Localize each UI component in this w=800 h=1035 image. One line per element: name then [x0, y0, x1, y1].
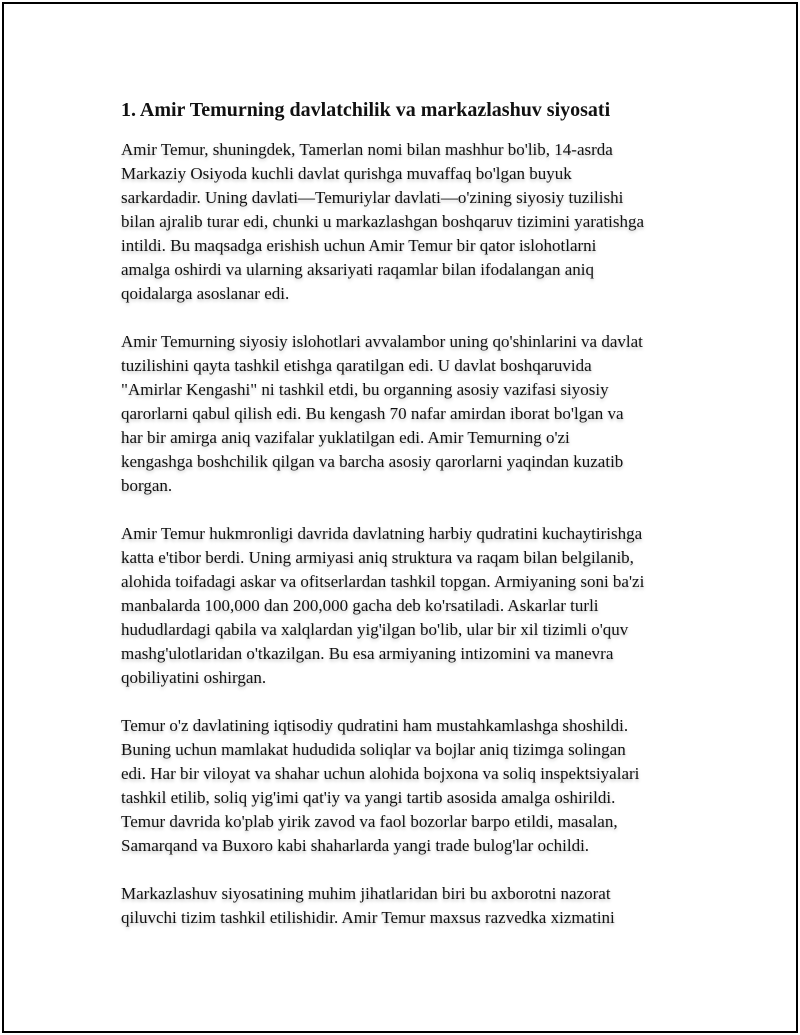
text-line: Buning uchun mamlakat hududida soliqlar va bojlar aniq tizimga solingan	[121, 740, 626, 759]
section-heading: 1. Amir Temurning davlatchilik va markazlashuv siyosati	[121, 99, 611, 121]
text-line: Amir Temurning siyosiy islohotlari avvalambor uning qo'shinlarini va davlat	[121, 332, 643, 351]
text-line: edi. Har bir viloyat va shahar uchun alohida bojxona va soliq inspektsiyalari	[121, 764, 640, 783]
text-line: qoidalarga asoslanar edi.	[121, 284, 290, 303]
text-line: Markaziy Osiyoda kuchli davlat qurishga muvaffaq bo'lgan buyuk	[121, 164, 572, 183]
text-line: hududlardagi qabila va xalqlardan yig'ilgan bo'lib, ular bir xil tizimli o'quv	[121, 620, 629, 639]
text-line: Markazlashuv siyosatining muhim jihatlaridan biri bu axborotni nazorat	[121, 884, 611, 903]
text-line: borgan.	[121, 476, 173, 495]
text-line: intildi. Bu maqsadga erishish uchun Amir Temur bir qator islohotlarni	[121, 236, 597, 255]
text-line: tuzilishini qayta tashkil etishga qaratilgan edi. U davlat boshqaruvida	[121, 356, 592, 375]
text-line: qiluvchi tizim tashkil etilishidir. Amir Temur maxsus razvedka xizmatini	[121, 908, 615, 927]
document-body	[121, 98, 721, 954]
text-line: Temur o'z davlatining iqtisodiy qudratini ham mustahkamlashga shoshildi.	[121, 716, 629, 735]
text-line: qarorlarni qabul qilish edi. Bu kengash 70 nafar amirdan iborat bo'lgan va	[121, 404, 624, 423]
text-line: mashg'ulotlaridan o'tkazilgan. Bu esa armiyaning intizomini va manevra	[121, 644, 614, 663]
text-line: amalga oshirdi va ularning aksariyati raqamlar bilan ifodalangan aniq	[121, 260, 594, 279]
text-line: alohida toifadagi askar va ofitserlardan tashkil topgan. Armiyaning soni ba'zi	[121, 572, 645, 591]
text-line: "Amirlar Kengashi" ni tashkil etdi, bu organning asosiy vazifasi siyosiy	[121, 380, 609, 399]
text-line: Temur davrida ko'plab yirik zavod va faol bozorlar barpo etildi, masalan,	[121, 812, 618, 831]
text-line: manbalarda 100,000 dan 200,000 gacha deb ko'rsatiladi. Askarlar turli	[121, 596, 599, 615]
text-line: Amir Temur hukmronligi davrida davlatning harbiy qudratini kuchaytirishga	[121, 524, 643, 543]
text-line: tashkil etilib, soliq yig'imi qat'iy va yangi tartib asosida amalga oshirildi.	[121, 788, 616, 807]
paragraph-3	[121, 522, 721, 690]
paragraph-4	[121, 714, 721, 858]
text-line: sarkardadir. Uning davlati—Temuriylar davlati—o'zining siyosiy tuzilishi	[121, 188, 624, 207]
paragraph-2	[121, 330, 721, 498]
text-line: kengashga boshchilik qilgan va barcha asosiy qarorlarni yaqindan kuzatib	[121, 452, 624, 471]
text-line: Amir Temur, shuningdek, Tamerlan nomi bilan mashhur bo'lib, 14-asrda	[121, 140, 613, 159]
text-line: Samarqand va Buxoro kabi shaharlarda yangi trade bulog'lar ochildi.	[121, 836, 590, 855]
text-line: katta e'tibor berdi. Uning armiyasi aniq struktura va raqam bilan belgilanib,	[121, 548, 634, 567]
text-line: bilan ajralib turar edi, chunki u markazlashgan boshqaruv tizimini yaratishga	[121, 212, 645, 231]
paragraph-5	[121, 882, 721, 930]
paragraph-1	[121, 138, 721, 306]
document-page	[2, 2, 798, 1033]
text-line: qobiliyatini oshirgan.	[121, 668, 267, 687]
text-line: har bir amirga aniq vazifalar yuklatilgan edi. Amir Temurning o'zi	[121, 428, 570, 447]
